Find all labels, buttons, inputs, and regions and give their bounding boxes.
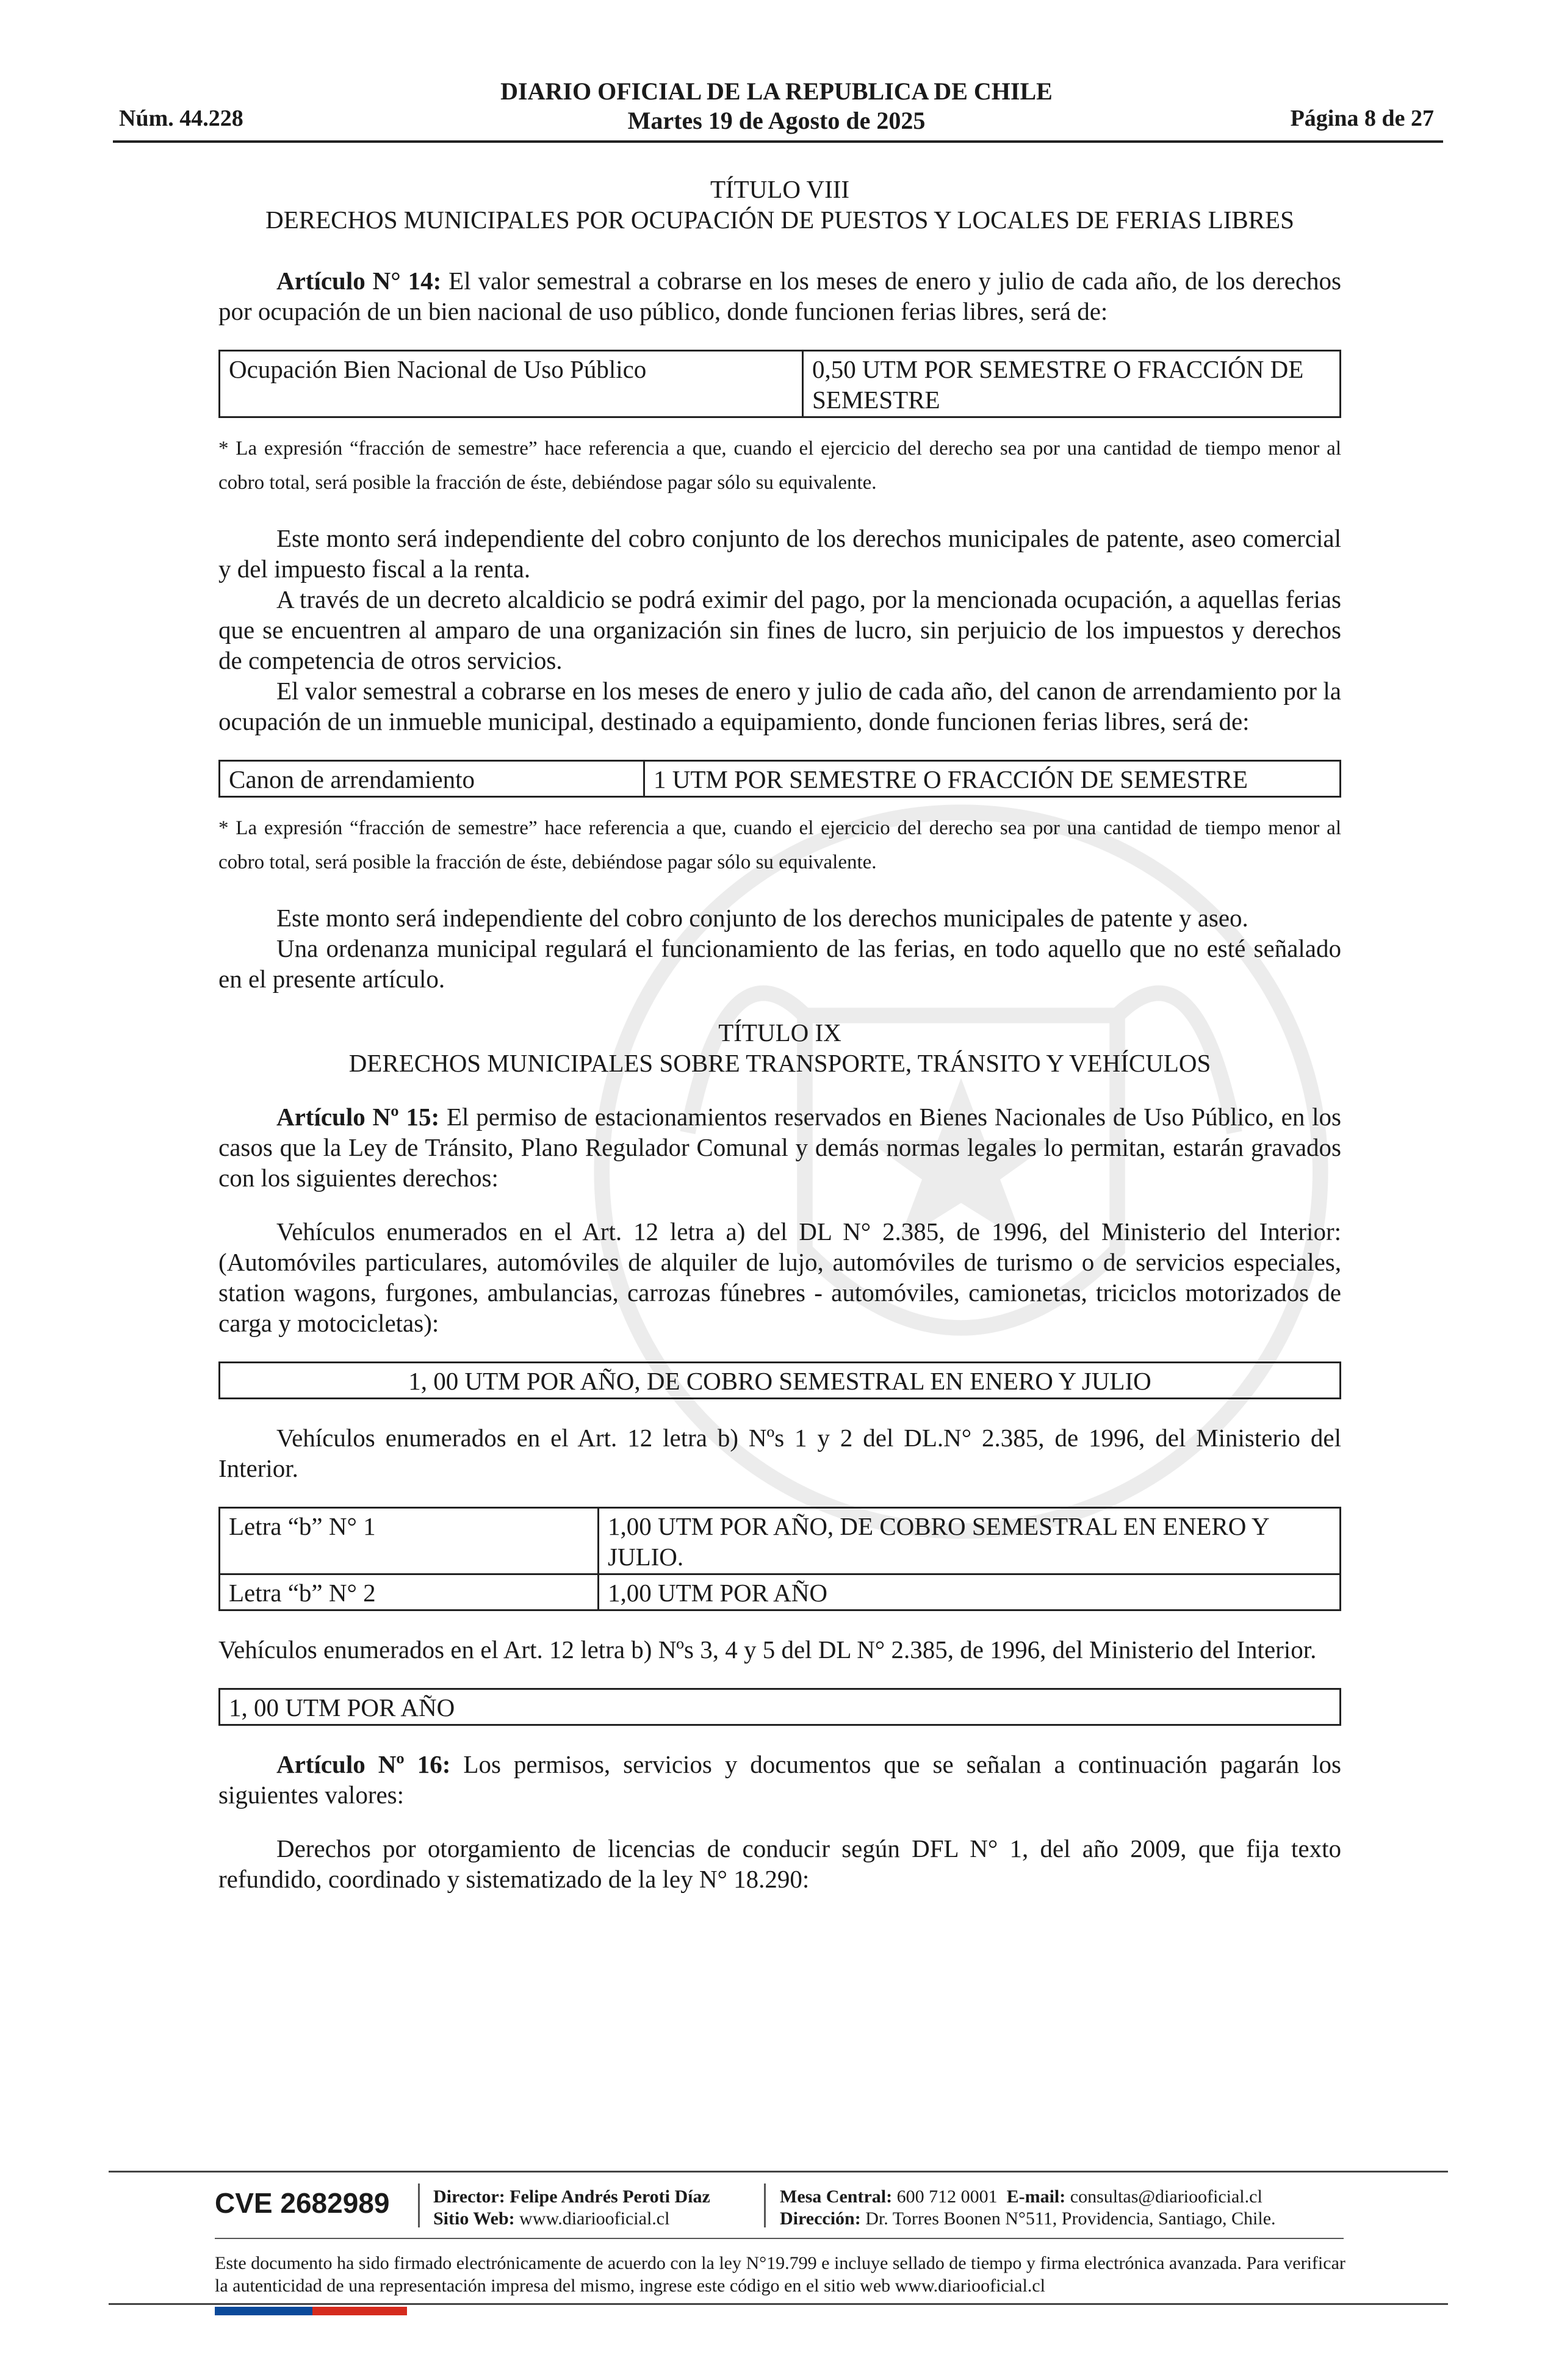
table-bien-nacional (218, 350, 1341, 418)
table-cell: 1 UTM POR SEMESTRE O FRACCIÓN DE SEMESTRE (644, 761, 1341, 797)
footer-inner-divider (215, 2238, 1344, 2239)
address-label: Dirección: (780, 2209, 861, 2229)
table-cell: Letra “b” N° 1 (220, 1508, 599, 1574)
website-label: Sitio Web: (433, 2209, 515, 2229)
article-14-p1: Este monto será independiente del cobro conjunto de los derechos municipales de patente, aseo comercial y del impuesto fiscal a la renta. (218, 524, 1341, 583)
article-14-paragraph (218, 265, 1341, 326)
article-15-text: El permiso de estacionamientos reservados en Bienes Nacionales de Uso Público, en los casos que la Ley de Tránsito, Plano Regulador Comunal y demás normas legales lo permitan, estarán gravados con los siguientes derechos: (218, 1103, 1341, 1192)
flag-stripe-blue (215, 2307, 312, 2315)
director-label: Director: (433, 2187, 505, 2207)
article-14-text: El valor semestral a cobrarse en los meses de enero y julio de cada año, de los derechos por ocupación de un bien nacional de uso público, donde funcionen ferias libres, será de: (218, 267, 1341, 325)
title-ix-subheading: DERECHOS MUNICIPALES SOBRE TRANSPORTE, TRÁNSITO Y VEHÍCULOS (348, 1049, 1211, 1077)
page-header (113, 74, 1440, 145)
table-row (220, 761, 1341, 797)
footer-separator (764, 2183, 766, 2227)
article-16-text: Los permisos, servicios y documentos que se señalan a continuación pagarán los siguientes valores: (218, 1750, 1341, 1809)
header-center (113, 77, 1440, 135)
publication-title: DIARIO OFICIAL DE LA REPUBLICA DE CHILE (500, 78, 1053, 105)
footnote-fraccion-2: * La expresión “fracción de semestre” hace referencia a que, cuando el ejercicio del derecho sea por una cantidad de tiempo menor al cobro total, será posible la fracción de éste, debiéndose pagar sólo su equivalente. (218, 817, 1341, 873)
footnote-fraccion-1: * La expresión “fracción de semestre” hace referencia a que, cuando el ejercicio del derecho sea por una cantidad de tiempo menor al cobro total, será posible la fracción de éste, debiéndose pagar sólo su equivalente. (218, 438, 1341, 494)
legal-notice: Este documento ha sido firmado electrónicamente de acuerdo con la ley N°19.799 e incluye sellado de tiempo y firma electrónica avanzada. Para verificar la autenticidad de una representación impresa del mismo, ingrese este código en el sitio web www.diariooficial.cl (215, 2253, 1345, 2296)
cve-code: CVE 2682989 (215, 2187, 390, 2219)
article-14-p2: A través de un decreto alcaldicio se podrá eximir del pago, por la mencionada ocupación, a aquellas ferias que se encuentren al amparo de una organización sin fines de lucro, sin perjuicio de los impuestos y derechos de competencia de otros servicios. (218, 585, 1341, 674)
website-link[interactable]: www.diariooficial.cl (514, 2209, 670, 2229)
publication-date: Martes 19 de Agosto de 2025 (627, 107, 926, 134)
article-14-p4: Este monto será independiente del cobro conjunto de los derechos municipales de patente y aseo. (276, 904, 1248, 932)
table-cell: 1,00 UTM POR AÑO, DE COBRO SEMESTRAL EN ENERO Y JULIO. (599, 1508, 1341, 1574)
footer-contact-block (780, 2186, 1276, 2230)
email-link[interactable]: consultas@diariooficial.cl (1065, 2187, 1262, 2207)
main-content (218, 174, 1341, 1894)
email-label: E-mail: (1006, 2187, 1066, 2207)
article-14-p3: El valor semestral a cobrarse en los meses de enero y julio de cada año, del canon de arrendamiento por la ocupación de un inmueble municipal, destinado a equipamiento, donde funcionen ferias libres, será de: (218, 677, 1341, 735)
article-16-label: Artículo Nº 16: (276, 1750, 451, 1778)
article-15-p3: Vehículos enumerados en el Art. 12 letra b) Nºs 3, 4 y 5 del DL N° 2.385, de 1996, del Ministerio del Interior. (218, 1635, 1317, 1664)
article-15-p1: Vehículos enumerados en el Art. 12 letra a) del DL N° 2.385, de 1996, del Ministerio del Interior: (Automóviles particulares, automóviles de alquiler de lujo, automóviles de turismo o de servicios especiales, station wagons, furgones, ambulancias, carrozas fúnebres - automóviles, camionetas, triciclos motorizados de carga y motocicletas): (218, 1217, 1341, 1337)
table-cell: 1,00 UTM POR AÑO (599, 1574, 1341, 1610)
article-14-label: Artículo N° 14: (276, 267, 442, 295)
table-letra-b (218, 1507, 1341, 1611)
table-canon-arrendamiento (218, 760, 1341, 798)
title-ix-heading: TÍTULO IX (718, 1019, 841, 1047)
title-viii-heading: TÍTULO VIII (710, 175, 850, 203)
director-name: Felipe Andrés Peroti Díaz (505, 2187, 710, 2207)
table-cell: 0,50 UTM POR SEMESTRE O FRACCIÓN DE SEMESTRE (803, 351, 1341, 417)
issue-number: Núm. 44.228 (119, 106, 243, 131)
box-anual-semestral: 1, 00 UTM POR AÑO, DE COBRO SEMESTRAL EN ENERO Y JULIO (218, 1361, 1341, 1399)
footer-bottom-divider (109, 2303, 1448, 2305)
table-row (220, 1508, 1341, 1574)
table-cell: Canon de arrendamiento (220, 761, 644, 797)
title-viii-subheading: DERECHOS MUNICIPALES POR OCUPACIÓN DE PUESTOS Y LOCALES DE FERIAS LIBRES (265, 206, 1294, 234)
address-text: Dr. Torres Boonen N°511, Providencia, Santiago, Chile. (860, 2209, 1276, 2229)
header-divider (113, 140, 1443, 143)
table-cell: Letra “b” N° 2 (220, 1574, 599, 1610)
table-row (220, 351, 1341, 417)
box-anual: 1, 00 UTM POR AÑO (218, 1688, 1341, 1726)
article-16-paragraph (218, 1749, 1341, 1810)
article-15-p2: Vehículos enumerados en el Art. 12 letra b) Nºs 1 y 2 del DL.N° 2.385, de 1996, del Ministerio del Interior. (218, 1424, 1341, 1482)
mesa-label: Mesa Central: (780, 2187, 893, 2207)
article-15-label: Artículo Nº 15: (276, 1103, 440, 1131)
table-cell: Ocupación Bien Nacional de Uso Público (220, 351, 803, 417)
article-15-paragraph (218, 1102, 1341, 1193)
page-number: Página 8 de 27 (1290, 106, 1434, 131)
footer-director-block (433, 2186, 710, 2230)
article-14-p5: Una ordenanza municipal regulará el funcionamiento de las ferias, en todo aquello que no esté señalado en el presente artículo. (218, 934, 1341, 993)
article-16-p1: Derechos por otorgamiento de licencias de conducir según DFL N° 1, del año 2009, que fija texto refundido, coordinado y sistematizado de la ley N° 18.290: (218, 1834, 1341, 1893)
mesa-phone: 600 712 0001 (892, 2187, 998, 2207)
footer-separator (418, 2183, 420, 2227)
footer-divider (109, 2171, 1448, 2173)
table-row (220, 1574, 1341, 1610)
flag-stripe-red (312, 2307, 407, 2315)
